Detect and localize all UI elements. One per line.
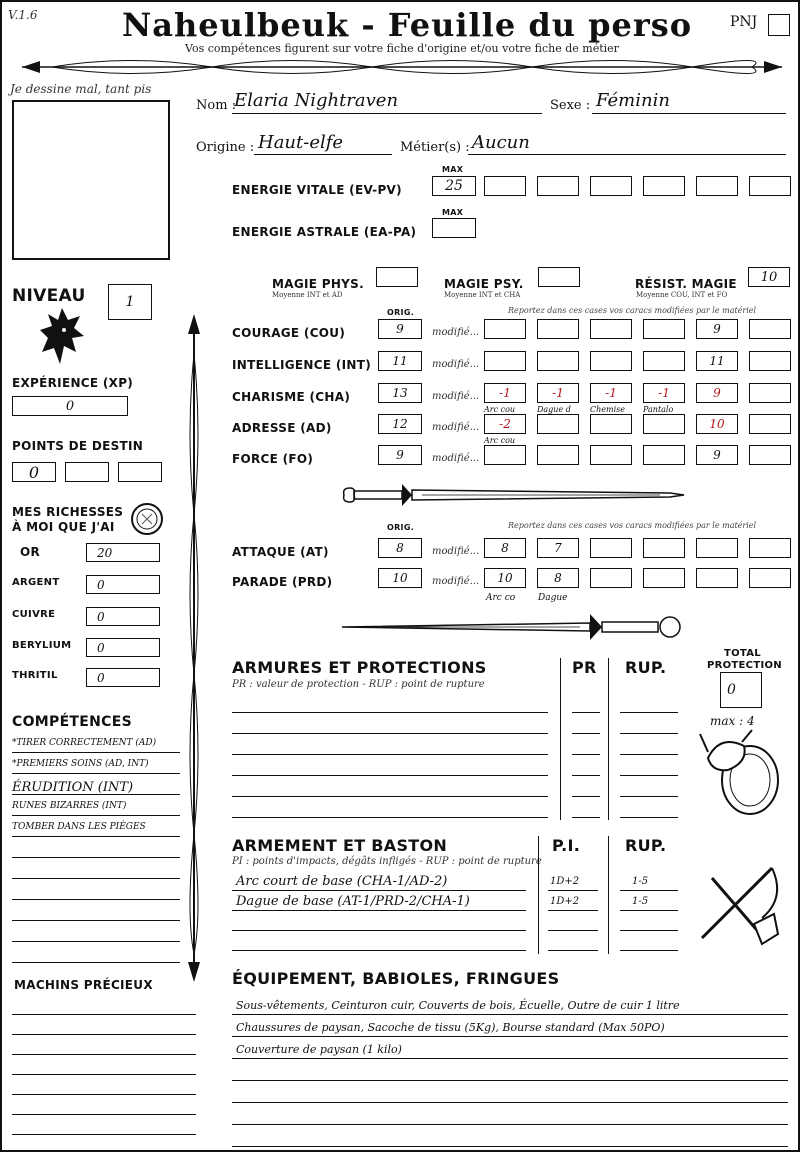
ea-label: ENERGIE ASTRALE (EA-PA) [232, 225, 417, 239]
stat-mod-box[interactable] [749, 383, 791, 403]
combat-orig-box[interactable]: 8 [378, 538, 422, 558]
vital-box[interactable] [590, 176, 632, 196]
combat-orig-label: ORIG. [387, 523, 415, 532]
stat-mod-box[interactable]: 10 [696, 414, 738, 434]
magie-phys-box[interactable] [376, 267, 418, 287]
nom-value[interactable]: Elaria Nightraven [234, 90, 399, 111]
stat-label: ADRESSE (AD) [232, 421, 332, 435]
wealth-value-box[interactable]: 0 [86, 607, 160, 626]
portrait-caption: Je dessine mal, tant pis [10, 82, 152, 96]
stat-mod-sub: Arc cou [484, 405, 516, 414]
ea-max-box[interactable] [432, 218, 476, 238]
wealth-label: CUIVRE [12, 609, 56, 620]
stat-label: FORCE (FO) [232, 452, 314, 466]
stat-mod-box[interactable]: 9 [696, 319, 738, 339]
total-protection-max: max : 4 [710, 714, 755, 728]
modifie-label: modifié... [432, 453, 480, 464]
combat-mod-box[interactable] [749, 568, 791, 588]
stat-mod-box[interactable]: -1 [643, 383, 685, 403]
stat-mod-box[interactable] [484, 351, 526, 371]
metier-label: Métier(s) : [400, 140, 470, 155]
resist-magie-label: RÉSIST. MAGIE [635, 277, 737, 291]
wealth-label: ARGENT [12, 577, 60, 588]
ea-max-label: MAX [442, 208, 464, 217]
helmet-shield-icon [698, 728, 784, 820]
sword-ornament-2 [340, 610, 686, 644]
combat-orig-box[interactable]: 10 [378, 568, 422, 588]
xp-box[interactable]: 0 [12, 396, 128, 416]
ev-max-label: MAX [442, 165, 464, 174]
skill-item: *PREMIERS SOINS (AD, INT) [12, 759, 149, 769]
pnj-label: PNJ [730, 14, 758, 30]
modifie-label: modifié... [432, 327, 480, 338]
machins-precieux-title: MACHINS PRÉCIEUX [14, 978, 153, 992]
stat-mod-box[interactable]: -1 [484, 383, 526, 403]
magie-psy-label: MAGIE PSY. [444, 277, 524, 291]
equipment-item: Sous-vêtements, Ceinturon cuir, Couverts de bois, Écuelle, Outre de cuir 1 litre [236, 999, 680, 1012]
vital-box[interactable] [643, 176, 685, 196]
wealth-value-box[interactable]: 0 [86, 668, 160, 687]
combat-sub-2: Dague [538, 593, 568, 603]
stat-mod-box[interactable] [590, 351, 632, 371]
dragon-icon [38, 306, 86, 368]
total-protection-box[interactable]: 0 [720, 672, 762, 708]
stat-mod-box[interactable]: -1 [590, 383, 632, 403]
wealth-label: OR [20, 545, 41, 559]
stat-mod-sub: Dague d [537, 405, 571, 414]
stat-mod-box[interactable] [590, 414, 632, 434]
modifie-label: modifié... [432, 359, 480, 370]
skill-item: *TIRER CORRECTEMENT (AD) [12, 738, 157, 748]
armement-pi-label: P.I. [552, 836, 581, 855]
stat-mod-box[interactable] [643, 414, 685, 434]
combat-mod-box[interactable]: 8 [484, 538, 526, 558]
combat-label: ATTAQUE (AT) [232, 545, 329, 559]
armures-rup-label: RUP. [625, 658, 667, 677]
stat-mod-box[interactable] [643, 351, 685, 371]
combat-note: Reportez dans ces cases vos caracs modifiées par le matériel [508, 521, 757, 530]
competences-title: COMPÉTENCES [12, 714, 132, 730]
stat-mod-box[interactable]: -1 [537, 383, 579, 403]
combat-sub-1: Arc co [486, 593, 516, 603]
stat-mod-box[interactable] [749, 445, 791, 465]
wealth-label: BERYLIUM [12, 640, 72, 651]
armures-title: ARMURES ET PROTECTIONS [232, 658, 487, 677]
magie-phys-note: Moyenne INT et AD [272, 291, 343, 299]
combat-mod-box[interactable]: 7 [537, 538, 579, 558]
stat-mod-box[interactable] [590, 319, 632, 339]
pnj-checkbox[interactable] [768, 14, 790, 36]
vital-box[interactable] [749, 176, 791, 196]
origine-value[interactable]: Haut-elfe [258, 132, 344, 153]
combat-mod-box[interactable] [590, 568, 632, 588]
ev-label: ENERGIE VITALE (EV-PV) [232, 183, 402, 197]
combat-mod-box[interactable] [590, 538, 632, 558]
richesses-label-1: MES RICHESSES [12, 505, 124, 519]
weapons-icon [692, 858, 788, 948]
stat-mod-box[interactable] [537, 319, 579, 339]
stat-mod-box[interactable]: -2 [484, 414, 526, 434]
weapon-name: Arc court de base (CHA-1/AD-2) [236, 874, 448, 889]
modifie-label: modifié... [432, 391, 480, 402]
destin-box-1[interactable]: 0 [12, 462, 56, 482]
stat-orig-box[interactable]: 9 [378, 319, 422, 339]
wealth-value-box[interactable]: 0 [86, 638, 160, 657]
vital-box[interactable] [696, 176, 738, 196]
stat-mod-box[interactable]: 9 [696, 383, 738, 403]
stat-mod-sub: Pantalo [643, 405, 674, 414]
armures-note: PR : valeur de protection - RUP : point de rupture [232, 679, 485, 690]
magie-psy-box[interactable] [538, 267, 580, 287]
stat-mod-box[interactable]: 11 [696, 351, 738, 371]
combat-mod-box[interactable]: 8 [537, 568, 579, 588]
destin-box-2[interactable] [65, 462, 109, 482]
total-protection-label-1: TOTAL [724, 648, 761, 659]
stat-mod-box[interactable] [643, 319, 685, 339]
spear-divider-ornament [184, 314, 204, 982]
stat-mod-box[interactable]: 9 [696, 445, 738, 465]
combat-mod-box[interactable]: 10 [484, 568, 526, 588]
stat-mod-box[interactable] [590, 445, 632, 465]
stat-orig-box[interactable]: 11 [378, 351, 422, 371]
stat-label: CHARISME (CHA) [232, 390, 351, 404]
metier-value[interactable]: Aucun [472, 132, 530, 153]
xp-label: EXPÉRIENCE (XP) [12, 376, 134, 390]
nom-label: Nom : [196, 98, 237, 113]
niveau-label: NIVEAU [12, 286, 86, 306]
stats-orig-label: ORIG. [387, 308, 415, 317]
stat-mod-box[interactable] [643, 445, 685, 465]
coin-icon [130, 502, 164, 536]
stat-mod-box[interactable] [749, 351, 791, 371]
sexe-value[interactable]: Féminin [596, 90, 670, 111]
stat-label: COURAGE (COU) [232, 326, 346, 340]
combat-mod-box[interactable] [643, 538, 685, 558]
resist-magie-box[interactable]: 10 [748, 267, 790, 287]
stat-mod-box[interactable] [484, 319, 526, 339]
armures-pr-label: PR [572, 658, 597, 677]
stat-mod-box[interactable] [537, 445, 579, 465]
sword-ornament-1 [340, 480, 686, 510]
combat-label: PARADE (PRD) [232, 575, 333, 589]
combat-mod-box[interactable] [643, 568, 685, 588]
stat-mod-box[interactable] [749, 319, 791, 339]
vital-box[interactable] [484, 176, 526, 196]
page-title: Naheulbeuk - Feuille du perso [122, 6, 693, 44]
ev-max-box[interactable]: 25 [432, 176, 476, 196]
magie-phys-label: MAGIE PHYS. [272, 277, 364, 291]
sexe-label: Sexe : [550, 98, 591, 113]
portrait-box[interactable] [12, 100, 170, 260]
stat-orig-box[interactable]: 12 [378, 414, 422, 434]
wealth-label: THRITIL [12, 670, 58, 681]
niveau-box[interactable]: 1 [108, 284, 152, 320]
armement-note: PI : points d'impacts, dégâts infligés - RUP : point de rupture [232, 856, 542, 867]
equipment-item: Chaussures de paysan, Sacoche de tissu (5Kg), Bourse standard (Max 50PO) [236, 1021, 665, 1034]
destin-box-3[interactable] [118, 462, 162, 482]
version-label: V.1.6 [8, 8, 38, 22]
stat-mod-sub: Arc cou [484, 436, 516, 445]
weapon-rup: 1-5 [632, 876, 649, 887]
stats-note: Reportez dans ces cases vos caracs modifiées par le matériel [508, 306, 757, 315]
equipement-title: ÉQUIPEMENT, BABIOLES, FRINGUES [232, 969, 560, 988]
combat-mod-box[interactable] [696, 568, 738, 588]
modifie-label: modifié... [432, 546, 480, 557]
header-spear-ornament [12, 54, 792, 80]
page-subtitle: Vos compétences figurent sur votre fiche d'origine et/ou votre fiche de métier [185, 42, 619, 55]
destin-label: POINTS DE DESTIN [12, 439, 144, 453]
wealth-value-box[interactable]: 20 [86, 543, 160, 562]
armement-title: ARMEMENT ET BASTON [232, 836, 448, 855]
stat-mod-box[interactable] [537, 351, 579, 371]
stat-orig-box[interactable]: 9 [378, 445, 422, 465]
armement-rup-label: RUP. [625, 836, 667, 855]
stat-orig-box[interactable]: 13 [378, 383, 422, 403]
skill-item: TOMBER DANS LES PIÈGES [12, 822, 146, 832]
modifie-label: modifié... [432, 576, 480, 587]
total-protection-label-2: PROTECTION [707, 660, 782, 671]
skill-item: ÉRUDITION (INT) [12, 780, 134, 795]
resist-magie-note: Moyenne COU, INT et FO [636, 291, 728, 299]
stat-mod-box[interactable] [537, 414, 579, 434]
weapon-pi: 1D+2 [550, 876, 580, 887]
combat-mod-box[interactable] [696, 538, 738, 558]
weapon-pi: 1D+2 [550, 896, 580, 907]
modifie-label: modifié... [432, 422, 480, 433]
stat-mod-sub: Chemise [590, 405, 625, 414]
wealth-value-box[interactable]: 0 [86, 575, 160, 594]
magie-psy-note: Moyenne INT et CHA [444, 291, 521, 299]
skill-item: RUNES BIZARRES (INT) [12, 801, 127, 811]
combat-mod-box[interactable] [749, 538, 791, 558]
equipment-item: Couverture de paysan (1 kilo) [236, 1043, 402, 1056]
stat-mod-box[interactable] [749, 414, 791, 434]
origine-label: Origine : [196, 140, 255, 155]
stat-label: INTELLIGENCE (INT) [232, 358, 371, 372]
richesses-label-2: À MOI QUE J'AI [12, 520, 115, 534]
weapon-name: Dague de base (AT-1/PRD-2/CHA-1) [236, 894, 470, 909]
weapon-rup: 1-5 [632, 896, 649, 907]
stat-mod-box[interactable] [484, 445, 526, 465]
vital-box[interactable] [537, 176, 579, 196]
